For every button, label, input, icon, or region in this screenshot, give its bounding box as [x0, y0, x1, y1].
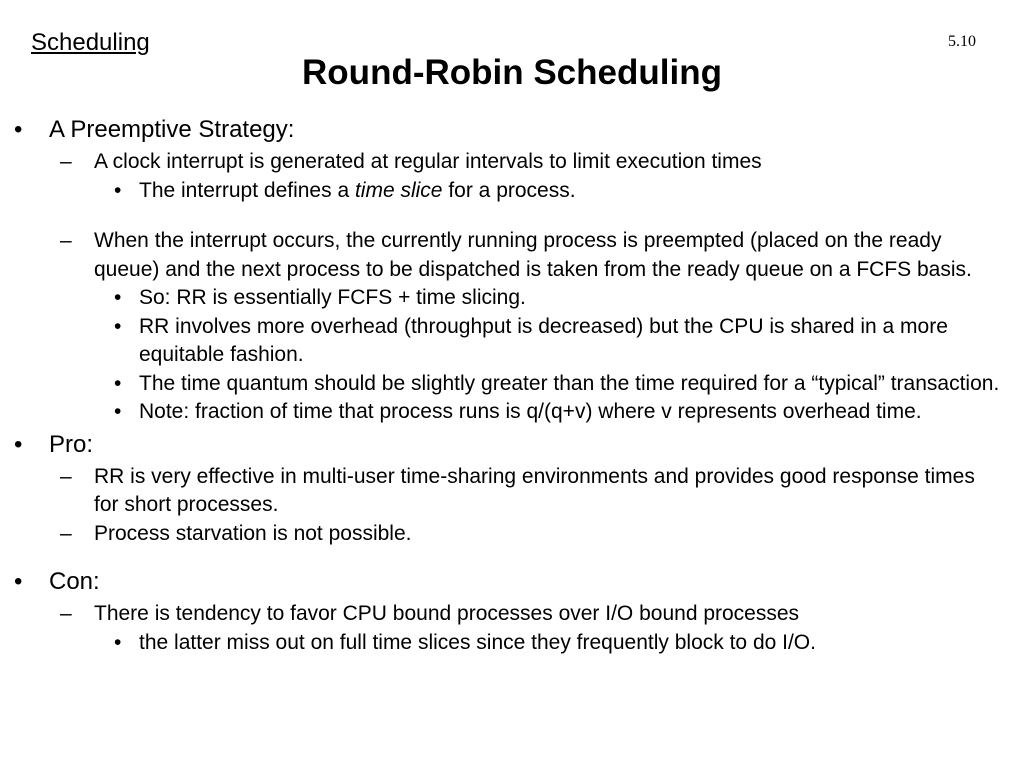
dash-text: A clock interrupt is generated at regular intervals to limit execution times: [94, 150, 762, 173]
bullet-marker: •: [14, 568, 23, 595]
sub-bullet-fraction-note: [0, 398, 1004, 427]
dash-con-favor-cpu: [0, 600, 1004, 629]
sub-bullet-marker: •: [114, 630, 122, 654]
sub-bullet-text: Note: fraction of time that process runs is q/(q+v) where v represents overhead time.: [139, 400, 922, 423]
dash-marker: –: [60, 521, 72, 545]
bullet-pro: [0, 427, 1004, 463]
sub-bullet-text: the latter miss out on full time slices since they frequently block to do I/O.: [139, 630, 816, 654]
dash-marker: –: [60, 150, 72, 173]
dash-text: RR is very effective in multi-user time-sharing environments and provides good response times for short processes.: [94, 464, 975, 516]
sub-bullet-overhead: [0, 313, 1004, 370]
bullet-marker: •: [14, 116, 23, 143]
dash-text: There is tendency to favor CPU bound processes over I/O bound processes: [94, 602, 800, 625]
section-link-scheduling[interactable]: Scheduling: [31, 29, 150, 56]
sub-bullet-time-quantum: [0, 370, 1004, 399]
dash-clock-interrupt: [0, 148, 1004, 177]
sub-bullet-text-prefix: The interrupt defines a: [139, 178, 355, 202]
dash-pro-starvation: [0, 520, 1004, 549]
sub-bullet-text-suffix: for a process.: [442, 178, 576, 202]
sub-bullet-io-block: [0, 629, 1004, 658]
dash-interrupt-occurs: [0, 227, 1004, 284]
sub-bullet-marker: •: [114, 178, 122, 202]
dash-text: Process starvation is not possible.: [94, 521, 412, 545]
spacer: [0, 548, 1024, 564]
slide-title: Round-Robin Scheduling: [302, 53, 722, 92]
bullet-text: A Preemptive Strategy:: [49, 116, 295, 143]
sub-bullet-time-slice: [0, 177, 1004, 206]
dash-marker: –: [60, 464, 72, 488]
sub-bullet-text: The time quantum should be slightly greater than the time required for a “typical” transaction.: [139, 371, 1000, 395]
sub-bullet-text: So: RR is essentially FCFS + time slicing.: [139, 286, 526, 309]
dash-pro-effective: [0, 463, 1004, 520]
sub-bullet-marker: •: [114, 286, 122, 309]
bullet-text: Pro:: [49, 430, 94, 458]
sub-bullet-marker: •: [114, 314, 122, 338]
sub-bullet-text: RR involves more overhead (throughput is decreased) but the CPU is shared in a more equitable fashion.: [139, 314, 948, 366]
bullet-preemptive-strategy: [0, 112, 1004, 148]
slide-content: [0, 112, 1024, 657]
dash-text: When the interrupt occurs, the currently running process is preempted (placed on the ready queue) and the next process to be dispatched is taken from the ready queue on a FCFS basis.: [94, 229, 972, 281]
dash-marker: –: [60, 602, 72, 625]
spacer: [0, 205, 1024, 227]
sub-bullet-marker: •: [114, 371, 122, 395]
bullet-marker: •: [14, 430, 23, 458]
bullet-text: Con:: [49, 568, 100, 595]
sub-bullet-fcfs: [0, 284, 1004, 313]
dash-marker: –: [60, 229, 72, 252]
slide-number: 5.10: [948, 33, 976, 50]
sub-bullet-marker: •: [114, 400, 122, 423]
bullet-con: [0, 564, 1004, 600]
time-slice-term: time slice: [354, 178, 443, 202]
